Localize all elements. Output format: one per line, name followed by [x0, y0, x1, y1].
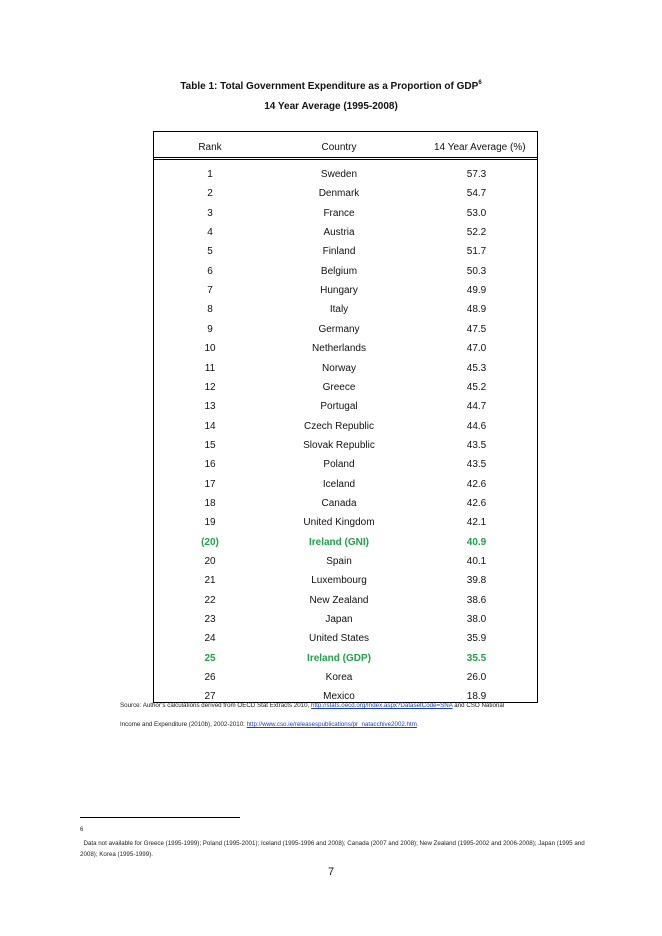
table-subtitle: 14 Year Average (1995-2008) [264, 101, 398, 112]
rank-cell: 3 [207, 207, 213, 219]
rank-cell: 17 [204, 478, 216, 490]
country-cell: Iceland [322, 478, 356, 490]
oecd-link[interactable]: http://stats.oecd.org/Index.aspx?DatasetCode=SNA [311, 702, 453, 709]
table-row [154, 187, 537, 201]
country-cell: Norway [322, 362, 356, 374]
country-cell: United States [308, 633, 370, 645]
country-cell: Poland [323, 459, 355, 471]
average-cell: 45.3 [466, 362, 487, 374]
table-row [154, 381, 537, 395]
average-cell: 35.9 [466, 633, 487, 645]
table-row [154, 342, 537, 356]
rank-cell: 11 [204, 362, 216, 374]
country-cell: Denmark [318, 188, 360, 200]
table-row [154, 400, 537, 414]
country-cell: Korea [325, 672, 353, 684]
country-cell: Canada [321, 497, 357, 509]
table-header-row [154, 142, 537, 158]
rank-cell: 10 [204, 343, 216, 355]
rank-cell: 13 [204, 401, 216, 413]
rank-cell: 5 [207, 246, 213, 258]
footnote [80, 826, 590, 860]
header-divider-double [154, 159, 537, 160]
average-cell: 47.5 [466, 323, 487, 335]
average-cell: 53.0 [466, 207, 487, 219]
country-cell: France [323, 207, 355, 219]
average-cell: 50.3 [466, 265, 487, 277]
rank-cell: 27 [204, 691, 216, 703]
table-title [0, 80, 662, 92]
rank-cell: 26 [204, 672, 216, 684]
rank-cell: 1 [207, 169, 213, 180]
rank-cell: 21 [204, 575, 216, 587]
rank-cell: 15 [204, 439, 216, 451]
rank-cell: 12 [204, 381, 216, 393]
country-cell: Italy [329, 304, 349, 316]
table-row [154, 497, 537, 511]
footnote-mark: 6 [80, 827, 84, 833]
table-row [154, 652, 537, 666]
rank-cell: 8 [207, 304, 213, 316]
country-cell: Netherlands [312, 343, 366, 355]
table-row [154, 168, 537, 182]
rank-cell: 16 [204, 459, 216, 471]
table-row [154, 303, 537, 317]
average-cell: 43.5 [466, 459, 487, 471]
rank-cell: 25 [204, 652, 216, 664]
country-cell: United Kingdom [303, 517, 375, 529]
average-cell: 43.5 [466, 439, 487, 451]
average-cell: 42.6 [466, 497, 487, 509]
country-cell: New Zealand [309, 594, 369, 606]
rank-cell: 9 [207, 323, 213, 335]
average-cell: 52.2 [466, 227, 487, 239]
header-country: Country [321, 142, 357, 153]
source-prefix: Source: Author’s calculations derived from OECD Stat Extracts 2010, [120, 702, 310, 709]
average-cell: 42.6 [466, 478, 487, 490]
table-row [154, 226, 537, 240]
country-cell: Finland [322, 246, 356, 258]
average-cell: 38.6 [466, 594, 487, 606]
table-row [154, 555, 537, 569]
country-cell: Slovak Republic [303, 439, 375, 451]
average-cell: 42.1 [466, 517, 487, 529]
average-cell: 47.0 [466, 343, 487, 355]
country-cell: Japan [325, 614, 353, 626]
table-row [154, 420, 537, 434]
rank-cell: 20 [204, 556, 216, 567]
average-cell: 44.7 [466, 401, 487, 413]
average-cell: 49.9 [466, 285, 487, 297]
country-cell: Hungary [320, 285, 358, 297]
country-cell: Germany [318, 323, 360, 335]
expenditure-table [153, 131, 538, 703]
average-cell: 44.6 [466, 420, 487, 432]
average-cell: 35.5 [466, 652, 487, 664]
average-cell: 39.8 [466, 575, 487, 587]
cso-link[interactable]: http://www.cso.ie/releasespublications/pr_natacchive2002.htm [246, 721, 417, 728]
footnote-separator [80, 817, 240, 818]
table-row [154, 458, 537, 472]
header-divider [154, 157, 537, 158]
average-cell: 40.9 [466, 536, 487, 548]
source-middle: and CSO National [454, 702, 505, 709]
table-row [154, 594, 537, 608]
footnote-reference[interactable]: 6 [478, 80, 482, 86]
table-row [154, 323, 537, 337]
table-title-text: Table 1: Total Government Expenditure as a Proportion of GDP [180, 81, 479, 92]
rank-cell: 14 [204, 420, 216, 432]
table-row [154, 439, 537, 453]
source-note-line2 [120, 720, 570, 729]
rank-cell: 7 [207, 285, 213, 297]
source-note-line1 [120, 701, 570, 710]
average-cell: 38.0 [466, 614, 487, 626]
rank-cell: 4 [207, 227, 213, 239]
footnote-text: Data not available for Greece (1995-1999); Poland (1995-2001); Iceland (1995-1996 and 2008); Canada (2007 and 2008); New Zealand (1995-2002 and 2006-2008); Japan (1995 and 2008); Korea (1995-1999). [80, 840, 585, 858]
rank-cell: 24 [204, 633, 216, 645]
average-cell: 26.0 [466, 672, 487, 684]
table-row [154, 362, 537, 376]
average-cell: 48.9 [466, 304, 487, 316]
country-cell: Luxembourg [311, 575, 367, 587]
table-row [154, 536, 537, 550]
country-cell: Mexico [323, 691, 355, 703]
average-cell: 57.3 [466, 169, 487, 180]
average-cell: 54.7 [466, 188, 487, 200]
country-cell: Portugal [320, 401, 358, 413]
country-cell: Spain [326, 556, 352, 567]
rank-cell: 23 [204, 614, 216, 626]
country-cell: Greece [322, 381, 356, 393]
country-cell: Ireland (GNI) [308, 536, 369, 548]
rank-cell: 6 [207, 265, 213, 277]
table-row [154, 245, 537, 259]
header-average: 14 Year Average (%) [434, 142, 526, 153]
country-cell: Czech Republic [303, 420, 375, 432]
average-cell: 45.2 [466, 381, 487, 393]
table-row [154, 574, 537, 588]
table-row [154, 632, 537, 646]
header-rank: Rank [198, 142, 222, 153]
rank-cell: 2 [207, 188, 213, 200]
table-row [154, 265, 537, 279]
page-number: 7 [327, 866, 335, 878]
country-cell: Sweden [320, 169, 358, 180]
average-cell: 18.9 [466, 691, 487, 703]
country-cell: Belgium [320, 265, 358, 277]
table-row [154, 478, 537, 492]
table-row [154, 284, 537, 298]
country-cell: Ireland (GDP) [307, 652, 371, 664]
table-row [154, 516, 537, 530]
rank-cell: 18 [204, 497, 216, 509]
average-cell: 40.1 [466, 556, 487, 567]
source-line2-prefix: Income and Expenditure (2010b), 2002-2010: [120, 721, 245, 728]
rank-cell: 22 [204, 594, 216, 606]
table-row [154, 671, 537, 685]
rank-cell: (20) [201, 536, 219, 548]
country-cell: Austria [323, 227, 355, 239]
rank-cell: 19 [204, 517, 216, 529]
table-row [154, 207, 537, 221]
average-cell: 51.7 [466, 246, 487, 258]
table-row [154, 613, 537, 627]
